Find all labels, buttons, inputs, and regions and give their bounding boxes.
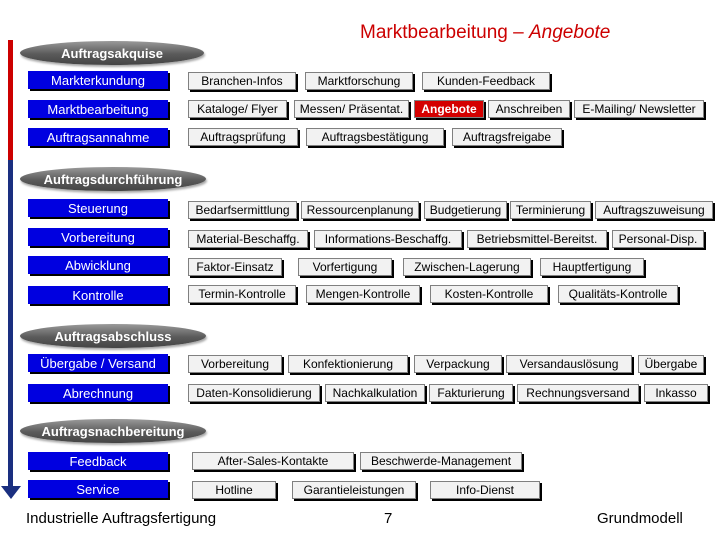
process-bar-red: [8, 40, 13, 160]
item-box: Fakturierung: [429, 384, 513, 402]
category-steuerung: Steuerung: [28, 199, 168, 217]
process-arrow-head-icon: [0, 486, 22, 500]
item-box: After-Sales-Kontakte: [192, 452, 354, 470]
item-box: Informations-Beschaffg.: [314, 230, 462, 248]
category-abrechnung: Abrechnung: [28, 384, 168, 402]
item-box: Verpackung: [414, 355, 502, 373]
item-box: Auftragsfreigabe: [452, 128, 562, 146]
item-box: Übergabe: [638, 355, 704, 373]
category-abwicklung: Abwicklung: [28, 256, 168, 274]
category-marktbearbeitung: Marktbearbeitung: [28, 100, 168, 118]
category-markterkundung: Markterkundung: [28, 71, 168, 89]
category-kontrolle: Kontrolle: [28, 286, 168, 304]
item-box: E-Mailing/ Newsletter: [574, 100, 704, 118]
item-box: Zwischen-Lagerung: [403, 258, 531, 276]
item-box: Info-Dienst: [430, 481, 540, 499]
item-box: Marktforschung: [305, 72, 413, 90]
process-bar-blue: [8, 160, 13, 490]
item-box: Nachkalkulation: [325, 384, 425, 402]
item-box: Inkasso: [644, 384, 708, 402]
item-box: Mengen-Kontrolle: [306, 285, 420, 303]
item-box: Auftragsprüfung: [188, 128, 298, 146]
category-feedback: Feedback: [28, 452, 168, 470]
item-box: Budgetierung: [424, 201, 507, 219]
item-box: Material-Beschaffg.: [188, 230, 308, 248]
item-box: Faktor-Einsatz: [188, 258, 282, 276]
item-box: Auftragszuweisung: [595, 201, 713, 219]
title-main: Marktbearbeitung –: [360, 22, 529, 43]
item-box: Qualitäts-Kontrolle: [558, 285, 678, 303]
phase-auftragsabschluss: Auftragsabschluss: [20, 324, 206, 348]
item-box: Auftragsbestätigung: [306, 128, 444, 146]
item-box: Kunden-Feedback: [422, 72, 550, 90]
phase-auftragsdurchfuehrung: Auftragsdurchführung: [20, 167, 206, 191]
item-box: Branchen-Infos: [188, 72, 296, 90]
item-box: Vorfertigung: [298, 258, 392, 276]
title-italic: Angebote: [529, 22, 611, 43]
item-box: Beschwerde-Management: [360, 452, 522, 470]
footer-page-number: 7: [384, 510, 393, 527]
footer-course-title: Industrielle Auftragsfertigung: [26, 510, 217, 527]
item-box: Kataloge/ Flyer: [188, 100, 287, 118]
item-box: Anschreiben: [488, 100, 570, 118]
item-box: Hauptfertigung: [540, 258, 644, 276]
item-box: Garantieleistungen: [292, 481, 416, 499]
phase-auftragsakquise: Auftragsakquise: [20, 41, 204, 65]
item-box-highlighted: Angebote: [414, 100, 484, 118]
item-box: Terminierung: [510, 201, 591, 219]
item-box: Messen/ Präsentat.: [294, 100, 409, 118]
footer-section-name: Grundmodell: [597, 510, 683, 527]
phase-auftragsnachbereitung: Auftragsnachbereitung: [20, 419, 206, 443]
item-box: Ressourcenplanung: [301, 201, 419, 219]
item-box: Hotline: [192, 481, 276, 499]
category-auftragsannahme: Auftragsannahme: [28, 128, 168, 146]
item-box: Termin-Kontrolle: [188, 285, 296, 303]
category-service: Service: [28, 480, 168, 498]
item-box: Betriebsmittel-Bereitst.: [467, 230, 607, 248]
item-box: Kosten-Kontrolle: [430, 285, 548, 303]
item-box: Personal-Disp.: [612, 230, 704, 248]
item-box: Daten-Konsolidierung: [188, 384, 320, 402]
item-box: Bedarfsermittlung: [188, 201, 297, 219]
item-box: Versandauslösung: [506, 355, 632, 373]
category-vorbereitung: Vorbereitung: [28, 228, 168, 246]
slide-title: [360, 22, 610, 44]
item-box: Konfektionierung: [288, 355, 408, 373]
item-box: Rechnungsversand: [517, 384, 639, 402]
item-box: Vorbereitung: [188, 355, 282, 373]
category-uebergabe-versand: Übergabe / Versand: [28, 354, 168, 372]
